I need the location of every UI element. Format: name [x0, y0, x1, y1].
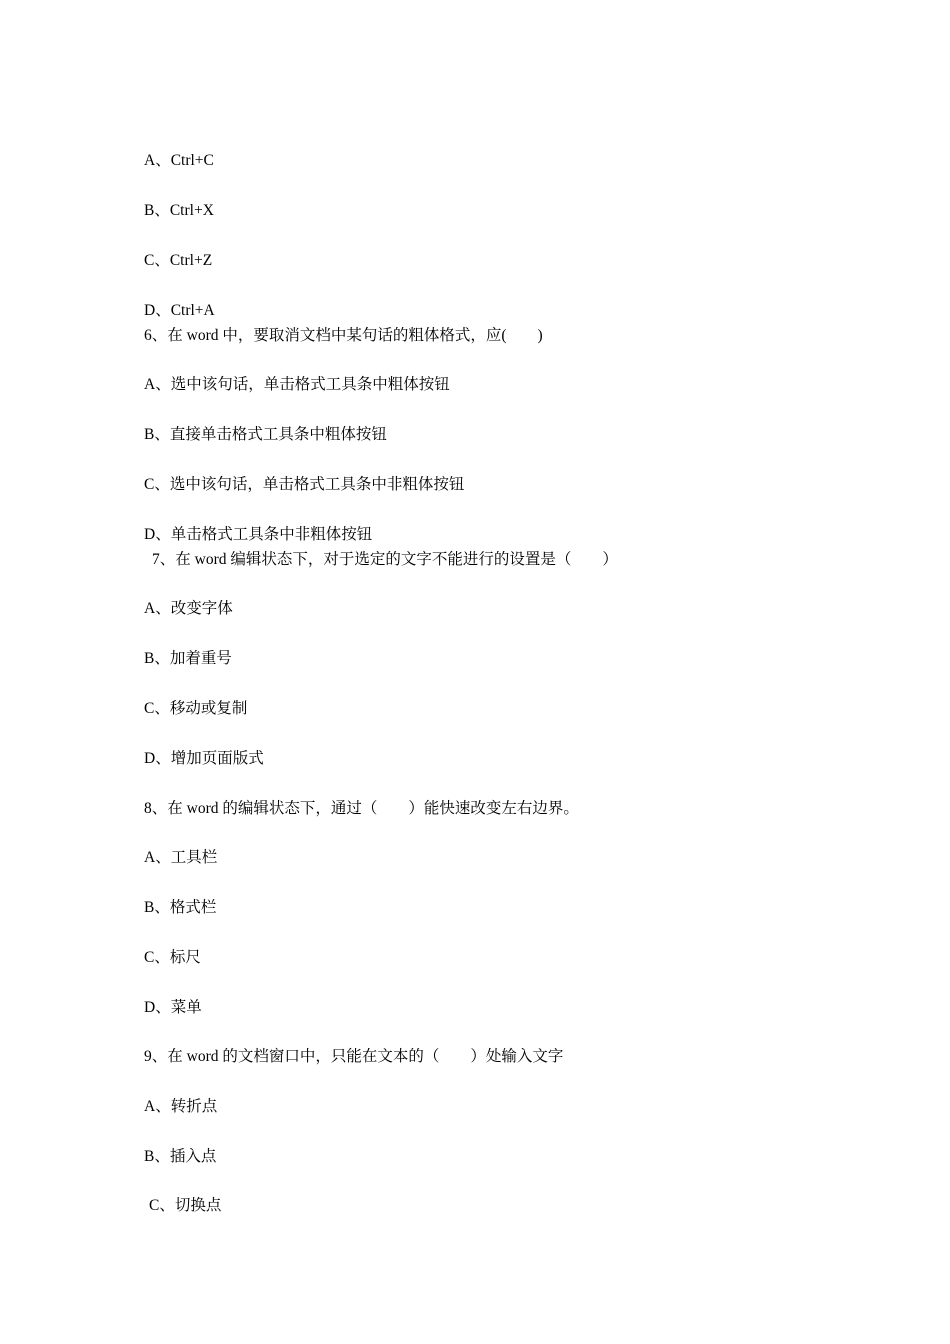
option-d-q6: D、单击格式工具条中非粗体按钮: [144, 526, 373, 543]
question-6: 6、在 word 中，要取消文档中某句话的粗体格式，应( ): [144, 327, 543, 344]
question-9: 9、在 word 的文档窗口中，只能在文本的（ ）处输入文字: [144, 1048, 564, 1065]
option-c-q5: C、Ctrl+Z: [144, 252, 213, 269]
option-d-q5: D、Ctrl+A: [144, 302, 215, 319]
option-b-q9: B、插入点: [144, 1148, 217, 1165]
option-b-q8: B、格式栏: [144, 899, 217, 916]
option-a-q7: A、改变字体: [144, 600, 233, 617]
option-d-q7: D、增加页面版式: [144, 750, 264, 767]
option-c-q6: C、选中该句话，单击格式工具条中非粗体按钮: [144, 476, 465, 493]
option-c-q9: C、切换点: [149, 1197, 222, 1214]
option-c-q8: C、标尺: [144, 949, 201, 966]
option-d-q8: D、菜单: [144, 999, 202, 1016]
option-a-q8: A、工具栏: [144, 849, 218, 866]
option-b-q6: B、直接单击格式工具条中粗体按钮: [144, 426, 387, 443]
option-b-q5: B、Ctrl+X: [144, 202, 214, 219]
option-b-q7: B、加着重号: [144, 650, 232, 667]
question-7: 7、在 word 编辑状态下，对于选定的文字不能进行的设置是（ ）: [152, 551, 618, 568]
option-a-q9: A、转折点: [144, 1098, 218, 1115]
question-8: 8、在 word 的编辑状态下，通过（ ）能快速改变左右边界。: [144, 800, 579, 817]
option-a-q5: A、Ctrl+C: [144, 152, 214, 169]
option-c-q7: C、移动或复制: [144, 700, 248, 717]
option-a-q6: A、选中该句话，单击格式工具条中粗体按钮: [144, 376, 450, 393]
